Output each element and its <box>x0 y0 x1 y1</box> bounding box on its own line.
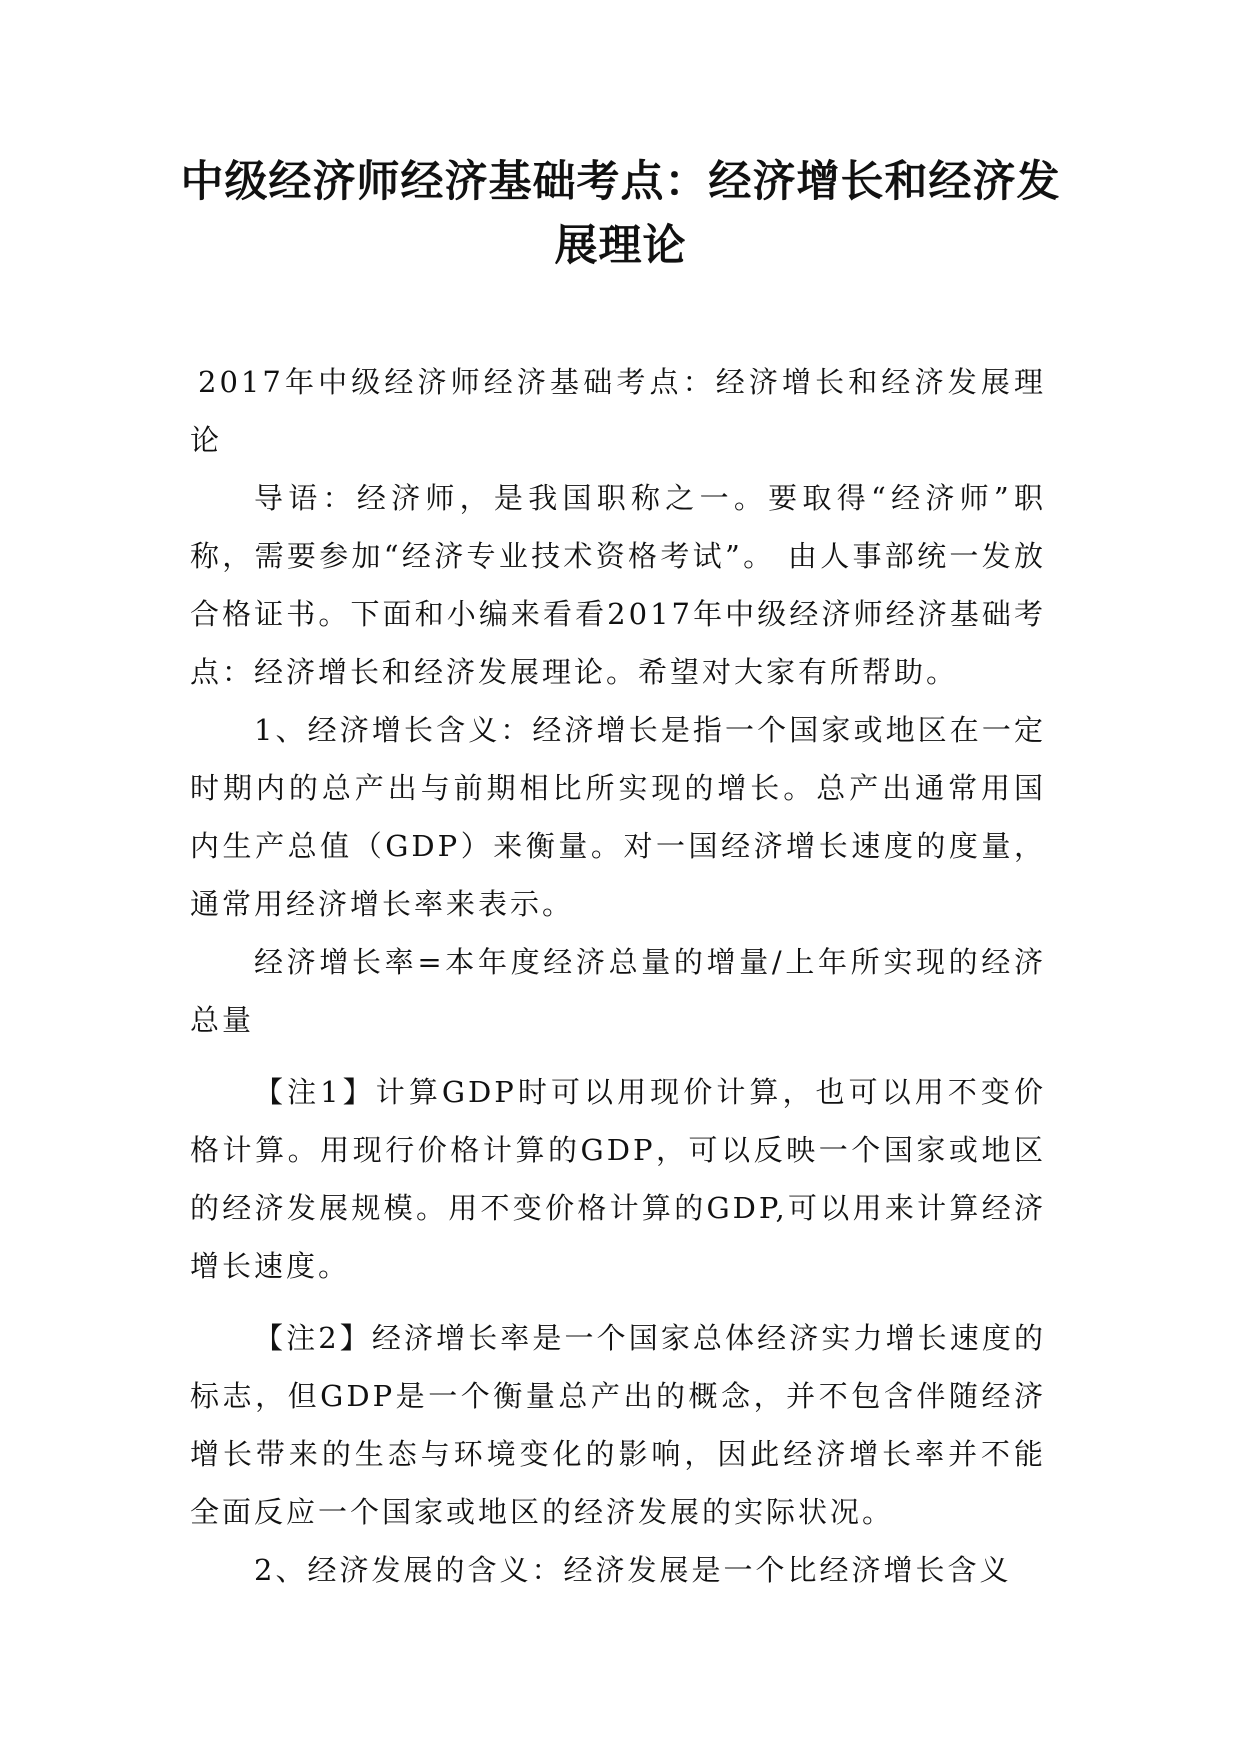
paragraph-development-definition: 2、经济发展的含义：经济发展是一个比经济增长含义 <box>254 1553 1012 1587</box>
paragraph-growth-rate-formula: 经济增长率=本年度经济总量的增量/上年所实现的经济总量 <box>190 945 1046 1037</box>
document-body <box>190 353 1046 1599</box>
paragraph-note-1: 【注1】计算GDP时可以用现价计算，也可以用不变价格计算。用现行价格计算的GDP，可以反映一个国家或地区的经济发展规模。用不变价格计算的GDP,可以用来计算经济增长速度。 <box>190 1075 1046 1283</box>
paragraph-growth-definition: 1、经济增长含义：经济增长是指一个国家或地区在一定时期内的总产出与前期相比所实现的增长。总产出通常用国内生产总值（GDP）来衡量。对一国经济增长速度的度量，通常用经济增长率来表示。 <box>190 713 1046 921</box>
paragraph-subtitle: 2017年中级经济师经济基础考点：经济增长和经济发展理论 <box>190 365 1046 457</box>
paragraph-note-2: 【注2】经济增长率是一个国家总体经济实力增长速度的标志，但GDP是一个衡量总产出的概念，并不包含伴随经济增长带来的生态与环境变化的影响，因此经济增长率并不能全面反应一个国家或地区的经济发展的实际状况。 <box>190 1321 1046 1529</box>
paragraph-intro: 导语：经济师，是我国职称之一。要取得“经济师”职称，需要参加“经济专业技术资格考试”。 由人事部统一发放合格证书。下面和小编来看看2017年中级经济师经济基础考点：经济增长和经济发展理论。希望对大家有所帮助。 <box>190 481 1046 689</box>
document-title: 中级经济师经济基础考点：经济增长和经济发展理论 <box>180 157 1061 271</box>
